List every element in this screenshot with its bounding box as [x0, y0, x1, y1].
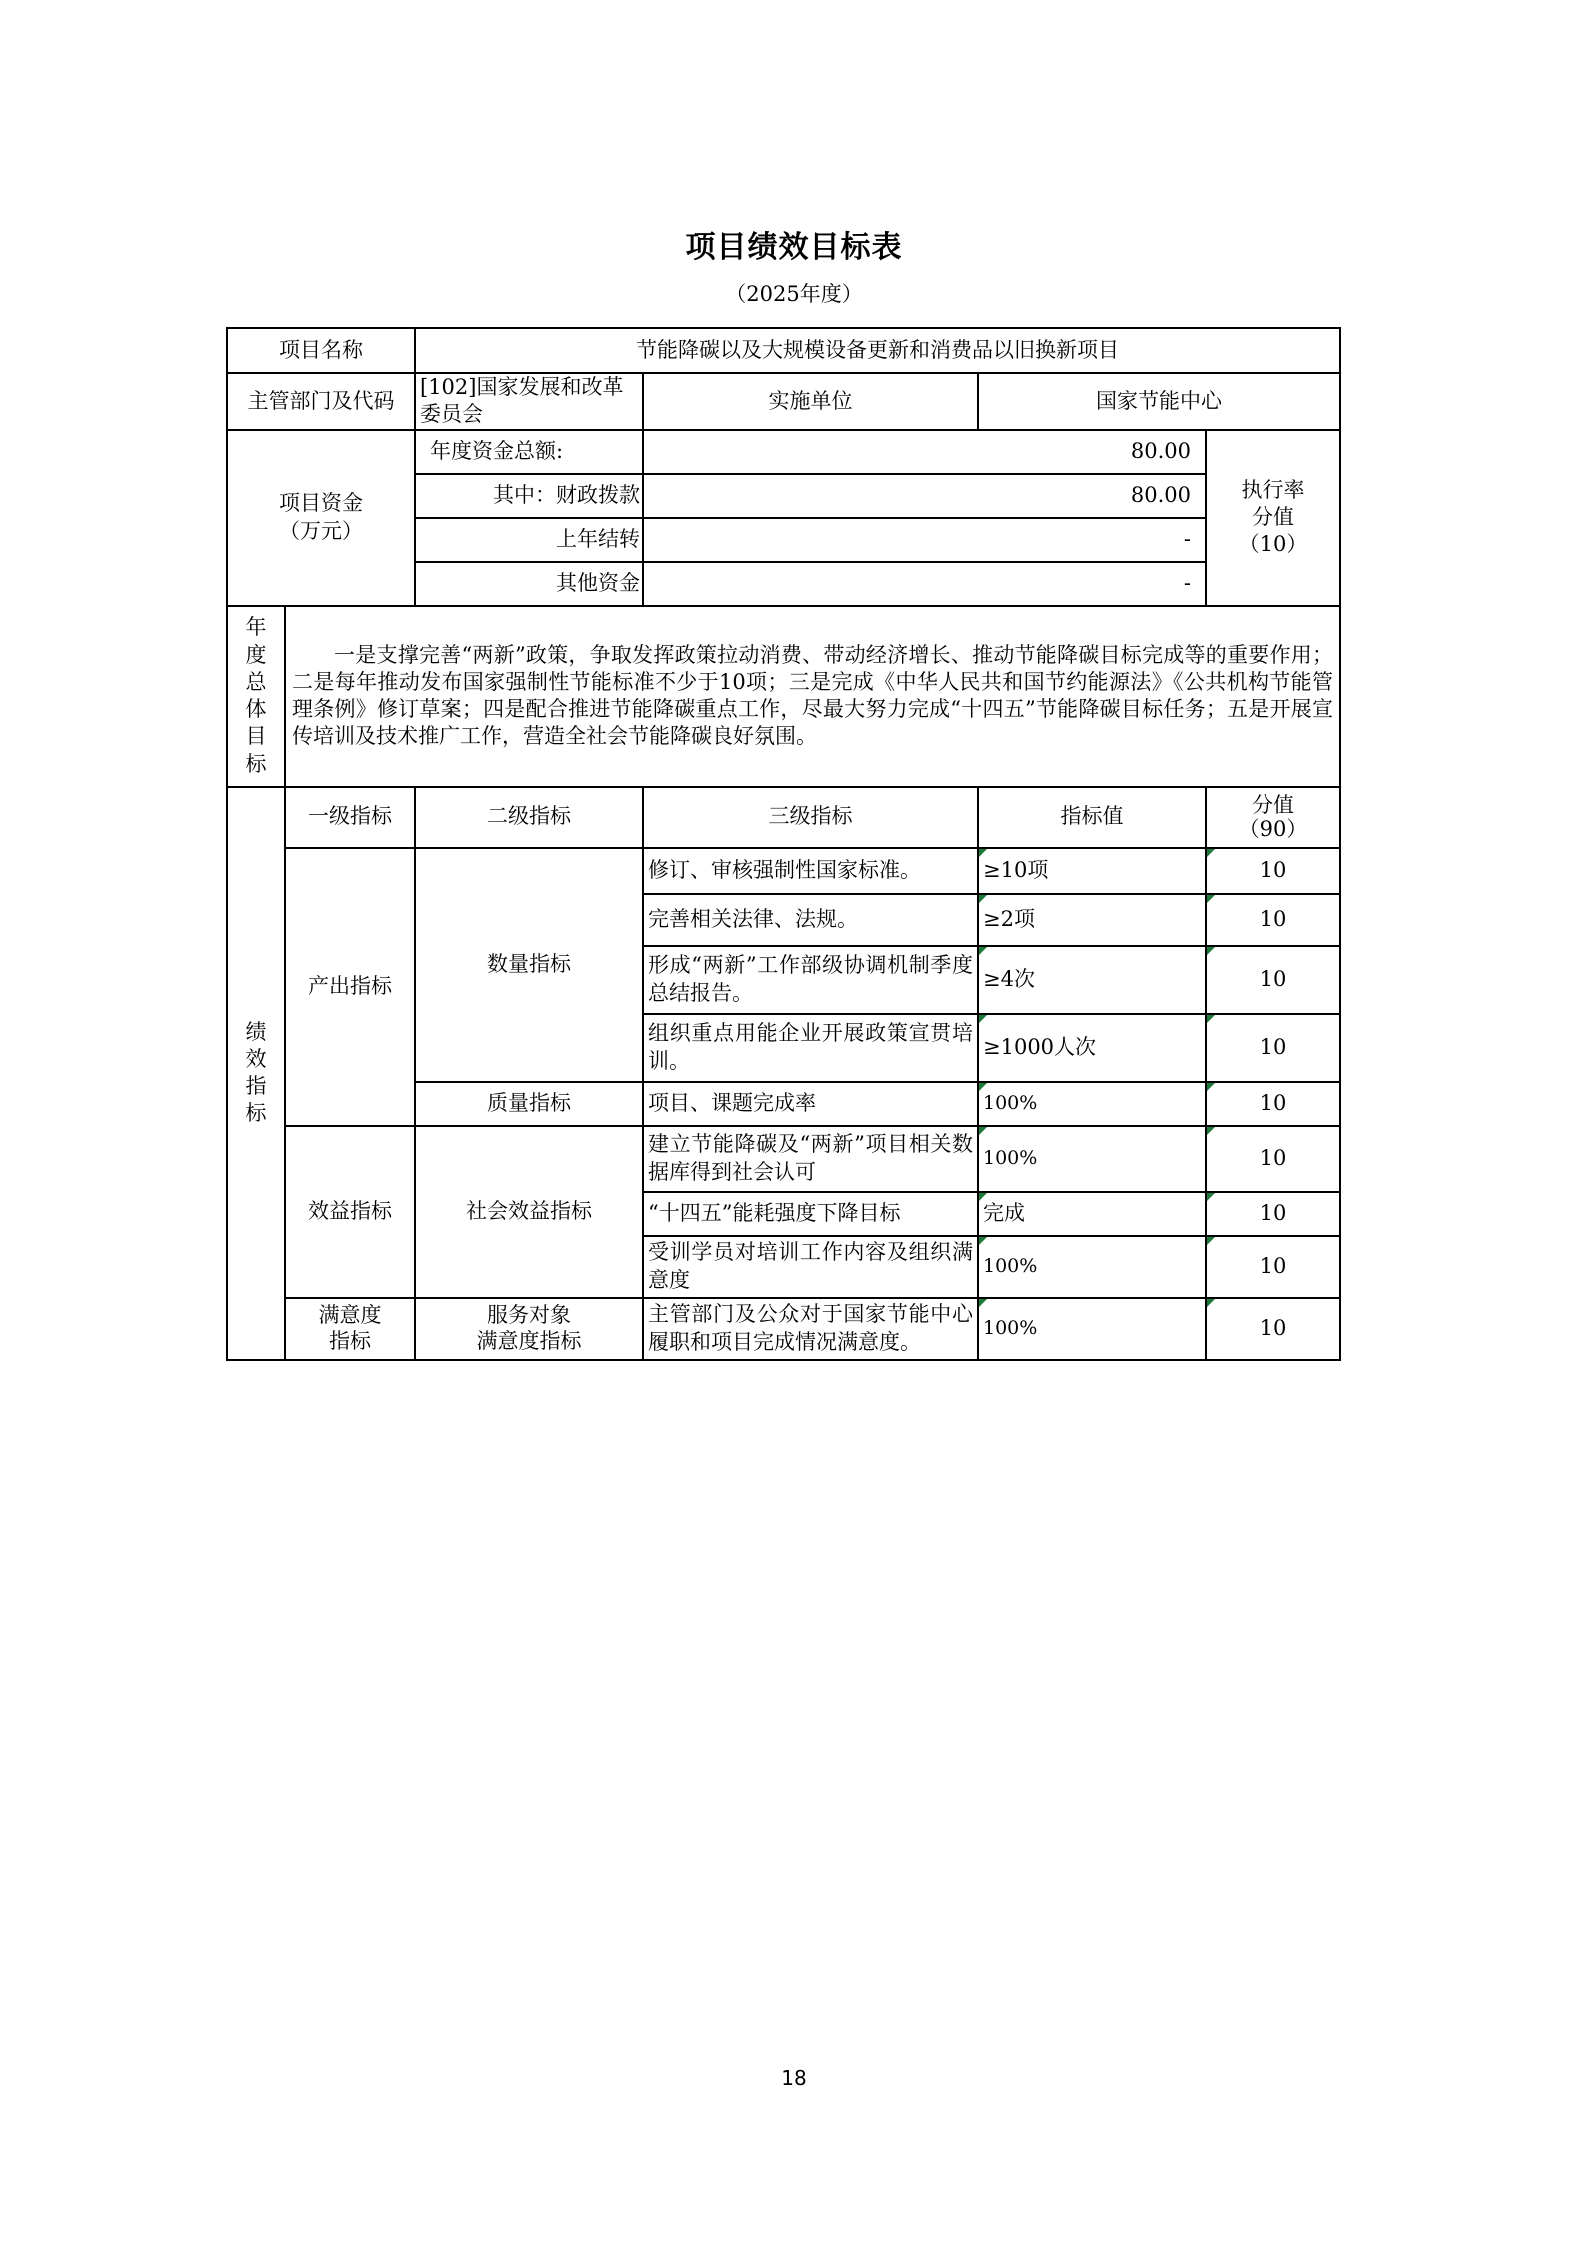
- annual-goal-label: [227, 606, 285, 787]
- indicator-score: 10: [1206, 1298, 1340, 1360]
- indicators-header-row: [227, 787, 1340, 848]
- indicator-name: 完善相关法律、法规。: [643, 894, 978, 946]
- indicator-value: 100%: [978, 1126, 1206, 1192]
- funds-row-total: [227, 430, 1340, 474]
- group-service-line1: 服务对象: [487, 1303, 571, 1328]
- indicator-value: 完成: [978, 1192, 1206, 1236]
- department-row: [227, 373, 1340, 430]
- department-value: [102]国家发展和改革委员会: [415, 373, 643, 430]
- goal-char: 年: [245, 615, 267, 640]
- indicator-value: ≥10项: [978, 848, 1206, 894]
- indicator-score: 10: [1206, 1082, 1340, 1126]
- goal-char: 度: [245, 642, 267, 667]
- implementing-unit-label: 实施单位: [643, 373, 978, 430]
- funds-other-value: -: [643, 562, 1206, 606]
- group-satisfaction-line2: 指标: [329, 1328, 371, 1353]
- group-satisfaction: [285, 1298, 415, 1360]
- indicator-value: 100%: [978, 1082, 1206, 1126]
- indicator-score: 10: [1206, 1014, 1340, 1082]
- indicator-score: 10: [1206, 848, 1340, 894]
- indicator-name: 主管部门及公众对于国家节能中心履职和项目完成情况满意度。: [643, 1298, 978, 1360]
- project-name-row: [227, 328, 1340, 373]
- indicator-name: 修订、审核强制性国家标准。: [643, 848, 978, 894]
- group-service-line2: 满意度指标: [476, 1328, 582, 1353]
- page-number: 18: [781, 2066, 807, 2090]
- indicator-score: 10: [1206, 1236, 1340, 1298]
- funds-label: [227, 430, 415, 606]
- indicator-name: 项目、课题完成率: [643, 1082, 978, 1126]
- funds-carryover-value: -: [643, 518, 1206, 562]
- header-level3: 三级指标: [643, 787, 978, 848]
- indicator-row: [227, 848, 1340, 894]
- indicator-score: 10: [1206, 946, 1340, 1014]
- indicator-row: [227, 1126, 1340, 1192]
- funds-total-label: 年度资金总额:: [415, 430, 643, 474]
- indicator-name: 建立节能降碳及“两新”项目相关数据库得到社会认可: [643, 1126, 978, 1192]
- indicator-side-char: 指: [245, 1074, 267, 1099]
- goal-char: 目: [245, 724, 267, 749]
- group-benefit: 效益指标: [285, 1126, 415, 1298]
- header-score-line1: 分值: [1252, 792, 1294, 817]
- annual-goal-row: [227, 606, 1340, 787]
- performance-indicators-label: [227, 787, 285, 1360]
- implementing-unit-value: 国家节能中心: [978, 373, 1340, 430]
- project-name-value: 节能降碳以及大规模设备更新和消费品以旧换新项目: [415, 328, 1340, 373]
- indicator-score: 10: [1206, 1192, 1340, 1236]
- page-title: 项目绩效目标表: [685, 230, 903, 265]
- indicator-name: 受训学员对培训工作内容及组织满意度: [643, 1236, 978, 1298]
- goal-char: 标: [245, 751, 267, 776]
- funds-total-value: 80.00: [643, 430, 1206, 474]
- header-level1: 一级指标: [285, 787, 415, 848]
- funds-fiscal-label: 其中：财政拨款: [415, 474, 643, 518]
- indicator-name: “十四五”能耗强度下降目标: [643, 1192, 978, 1236]
- goal-char: 总: [245, 669, 267, 694]
- group-satisfaction-line1: 满意度: [318, 1303, 382, 1328]
- goal-char: 体: [245, 697, 267, 722]
- funds-label-line2: （万元）: [279, 518, 363, 543]
- group-quantity: 数量指标: [415, 848, 643, 1082]
- group-output: 产出指标: [285, 848, 415, 1126]
- indicator-side-char: 效: [245, 1046, 267, 1071]
- header-score: [1206, 787, 1340, 848]
- funds-label-line1: 项目资金: [279, 491, 363, 516]
- execution-rate-line2: 分值: [1252, 504, 1294, 529]
- indicator-name: 形成“两新”工作部级协调机制季度总结报告。: [643, 946, 978, 1014]
- indicator-value: ≥4次: [978, 946, 1206, 1014]
- funds-other-label: 其他资金: [415, 562, 643, 606]
- group-social: 社会效益指标: [415, 1126, 643, 1298]
- group-quality: 质量指标: [415, 1082, 643, 1126]
- page-subtitle: （2025年度）: [725, 282, 863, 306]
- indicator-side-char: 绩: [245, 1019, 267, 1044]
- indicator-side-char: 标: [245, 1101, 267, 1126]
- header-level2: 二级指标: [415, 787, 643, 848]
- header-score-line2: （90）: [1238, 817, 1308, 842]
- indicator-name: 组织重点用能企业开展政策宣贯培训。: [643, 1014, 978, 1082]
- execution-rate-score: [1206, 430, 1340, 606]
- department-label: 主管部门及代码: [227, 373, 415, 430]
- indicator-score: 10: [1206, 1126, 1340, 1192]
- funds-carryover-label: 上年结转: [415, 518, 643, 562]
- group-service-satisfaction: [415, 1298, 643, 1360]
- header-value: 指标值: [978, 787, 1206, 848]
- indicator-row: [227, 1298, 1340, 1360]
- indicator-value: ≥1000人次: [978, 1014, 1206, 1082]
- annual-goal-text: 一是支撑完善“两新”政策，争取发挥政策拉动消费、带动经济增长、推动节能降碳目标完成等的重要作用；二是每年推动发布国家强制性节能标准不少于10项；三是完成《中华人民共和国节约能源法》《公共机构节能管理条例》修订草案；四是配合推进节能降碳重点工作，尽最大努力完成“十四五”节能降碳目标任务；五是开展宣传培训及技术推广工作，营造全社会节能降碳良好氛围。: [285, 606, 1340, 787]
- indicator-value: 100%: [978, 1298, 1206, 1360]
- indicator-value: 100%: [978, 1236, 1206, 1298]
- project-name-label: 项目名称: [227, 328, 415, 373]
- funds-fiscal-value: 80.00: [643, 474, 1206, 518]
- indicator-value: ≥2项: [978, 894, 1206, 946]
- performance-target-table: [226, 327, 1341, 1361]
- execution-rate-line3: （10）: [1238, 532, 1308, 557]
- indicator-score: 10: [1206, 894, 1340, 946]
- execution-rate-line1: 执行率: [1241, 477, 1305, 502]
